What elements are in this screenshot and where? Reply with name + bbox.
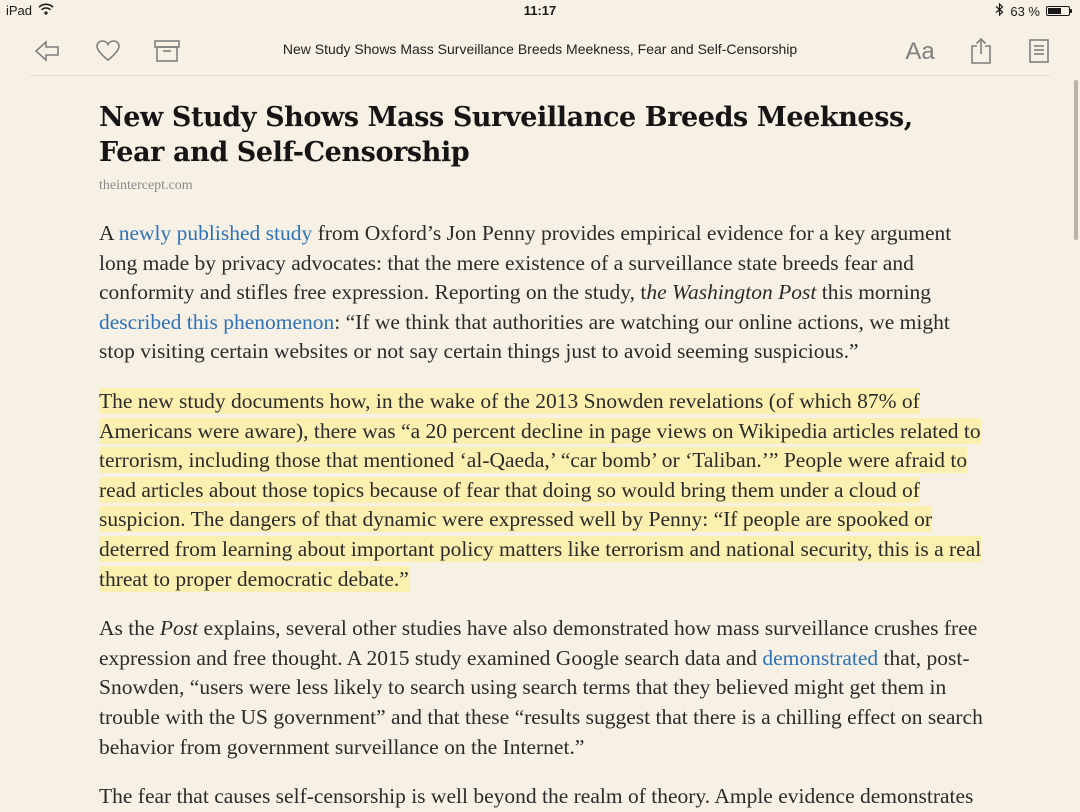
status-bar	[0, 0, 1080, 22]
p1-text: A	[99, 221, 119, 245]
newly-published-study-link[interactable]: newly published study	[118, 221, 313, 245]
article-body	[99, 100, 984, 812]
status-right	[995, 3, 1070, 19]
status-time: 11:17	[523, 3, 557, 18]
p1-text: from Oxford’s Jon Penny provides empirical evidence for a key argument long made by privacy advocates: that the mere existence of a surveillance state breeds fear and conformity and stifles free expression. Reporting on the study, t	[99, 221, 952, 305]
article-title: New Study Shows Mass Surveillance Breeds Meekness, Fear and Self-Censorship	[99, 102, 913, 168]
demonstrated-link[interactable]: demonstrated	[762, 645, 879, 670]
paragraph-3	[99, 614, 984, 762]
article-source: theintercept.com	[99, 178, 193, 193]
p1-text: : “If we think that authorities are watching our online actions, we might stop visiting certain websites or not say certain things just to avoid seeming suspicious.”	[99, 309, 950, 364]
archive-icon[interactable]	[152, 36, 182, 66]
washington-post-italic: he Washington Post	[646, 280, 817, 305]
toolbar-title: New Study Shows Mass Surveillance Breeds Meekness, Fear and Self-Censorship	[282, 41, 798, 57]
p1-text: this morning	[816, 280, 932, 305]
p3-text: that, post-Snowden, “users were less likely to search using search terms that they believed might get them in trouble with the US government” and that these “results suggest that there is a chilling effect on search behavior from government surveillance on the Internet.”	[99, 645, 983, 759]
described-this-phenomenon-link[interactable]: described this phenomenon	[99, 309, 335, 334]
reader-toolbar	[0, 22, 1080, 74]
p3-text: As the	[99, 616, 160, 641]
battery-percent: 63 %	[1010, 3, 1040, 19]
highlighted-text: The new study documents how, in the wake of the 2013 Snowden revelations (of which 87% of Americans were aware), there was “a 20 percent decline in page views on Wikipedia articles related to terrorism, including those that mentioned ‘al-Qaeda,’ “car bomb’ or ‘Taliban.’” People were afraid to read articles about those topics because of fear that doing so would bring them under a cloud of suspicion. The dangers of that dynamic were expressed well by Penny: “If people are spooked or deterred from learning about important policy matters like terrorism and national security, this is a real threat to proper democratic debate.”	[99, 388, 982, 591]
p3-text: explains, several other studies have also demonstrated how mass surveillance crushes free expression and free thought. A 2015 study examined Google search data and	[99, 616, 978, 670]
scroll-indicator[interactable]	[1074, 80, 1078, 240]
reading-list-icon[interactable]	[1024, 36, 1054, 66]
bluetooth-icon	[995, 3, 1004, 19]
toolbar-divider	[30, 75, 1050, 76]
font-size-icon[interactable]	[902, 37, 938, 67]
battery-icon	[1046, 6, 1070, 16]
paragraph-2-highlighted	[99, 387, 984, 594]
paragraph-1	[99, 219, 984, 367]
heart-icon[interactable]	[93, 36, 123, 66]
battery-level	[1048, 8, 1061, 14]
font-size-label: Aa	[905, 38, 935, 65]
device-name: iPad	[6, 3, 33, 18]
paragraph-4: The fear that causes self-censorship is well beyond the realm of theory. Ample evidence demonstrates	[99, 784, 974, 809]
back-icon[interactable]	[32, 36, 62, 66]
post-italic: Post	[159, 616, 199, 641]
share-icon[interactable]	[966, 36, 996, 66]
